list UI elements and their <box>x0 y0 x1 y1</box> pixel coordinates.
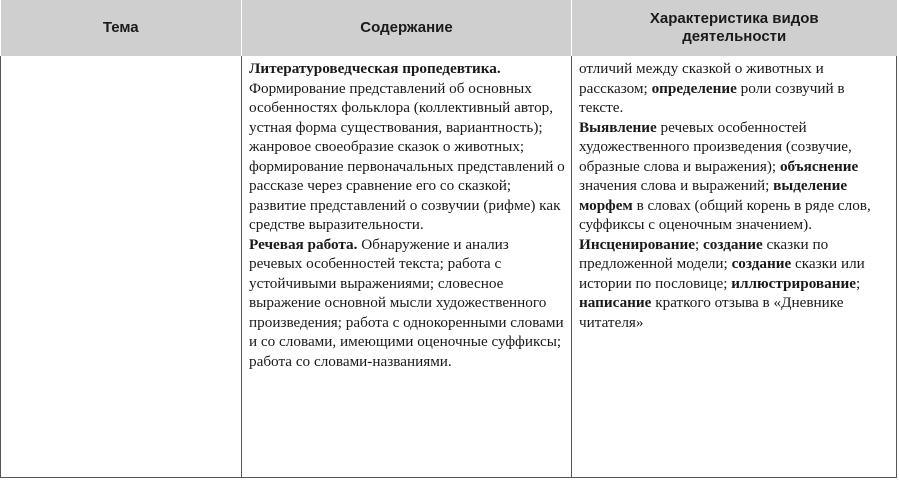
activities-text: ; <box>855 274 861 292</box>
activities-keyword: выделение морфем <box>579 177 848 214</box>
topic-cell <box>1 56 242 478</box>
content-heading-speech: Речевая работа. <box>249 235 358 253</box>
activities-text: значения слова и выражений; <box>579 177 770 194</box>
header-content-label: Содержание <box>360 19 453 36</box>
content-paragraph-literary <box>249 59 565 235</box>
table-header <box>1 0 897 56</box>
activities-text: сказки или истории по пословице; <box>579 255 865 292</box>
activities-cell <box>572 56 897 478</box>
activities-keyword: определение <box>651 79 737 97</box>
header-activities-line1: Характеристика видов <box>649 10 819 27</box>
activities-text: краткого отзыва в «Дневнике читателя» <box>579 294 844 331</box>
content-cell <box>242 56 572 478</box>
activities-keyword: написание <box>579 294 652 311</box>
content-paragraph-speech <box>249 235 565 372</box>
header-activities-line2: деятельности <box>682 28 787 45</box>
activities-keyword: иллюстрирование <box>731 274 856 292</box>
content-heading-literary: Литературоведческая пропедевтика. <box>249 60 501 77</box>
activities-keyword: объяснение <box>779 157 859 175</box>
header-topic-label: Тема <box>102 19 139 36</box>
activities-text: сказки по предложенной модели; <box>579 235 829 272</box>
activities-paragraph-1 <box>579 59 890 118</box>
content-text-speech: Обнаружение и анализ речевых особенностей текста; работа с устойчивыми выражениями; словесное выражение основной мысли художественного произведения; работа с однокоренными словами и со словами, имеющими оценочные суффиксы; работа со словами-названиями. <box>249 235 564 370</box>
header-row <box>1 0 897 56</box>
table-row <box>1 56 897 478</box>
activities-keyword: создание <box>703 235 763 253</box>
activities-keyword: создание <box>731 255 792 272</box>
activities-text: отличий между сказкой о животных и рассказом; <box>579 60 824 97</box>
content-text-literary: Формирование представлений об основных особенностях фольклора (коллективный автор, устная форма существования, вариантность); жанровое своеобразие сказок о животных; формирование первоначальных представлений о рассказе через сравнение его со сказкой; развитие представлений о созвучии (рифме) как средстве выразительности. <box>249 79 565 233</box>
activities-paragraph-3 <box>579 235 890 333</box>
activities-keyword: Выявление <box>579 118 657 136</box>
activities-text: речевых особенностей художественного произведения (созвучие, образные слова и выражения); <box>579 118 852 175</box>
activities-keyword: Инсценирование <box>579 235 695 253</box>
activities-text: роли созвучий в тексте. <box>579 79 845 116</box>
header-activities <box>572 0 897 56</box>
activities-paragraph-2 <box>579 118 890 235</box>
activities-text: ; <box>695 235 700 253</box>
activities-text: в словах (общий корень в ряде слов, суффиксы с оценочным значением). <box>579 196 871 233</box>
header-topic <box>1 0 242 56</box>
header-content <box>242 0 572 56</box>
